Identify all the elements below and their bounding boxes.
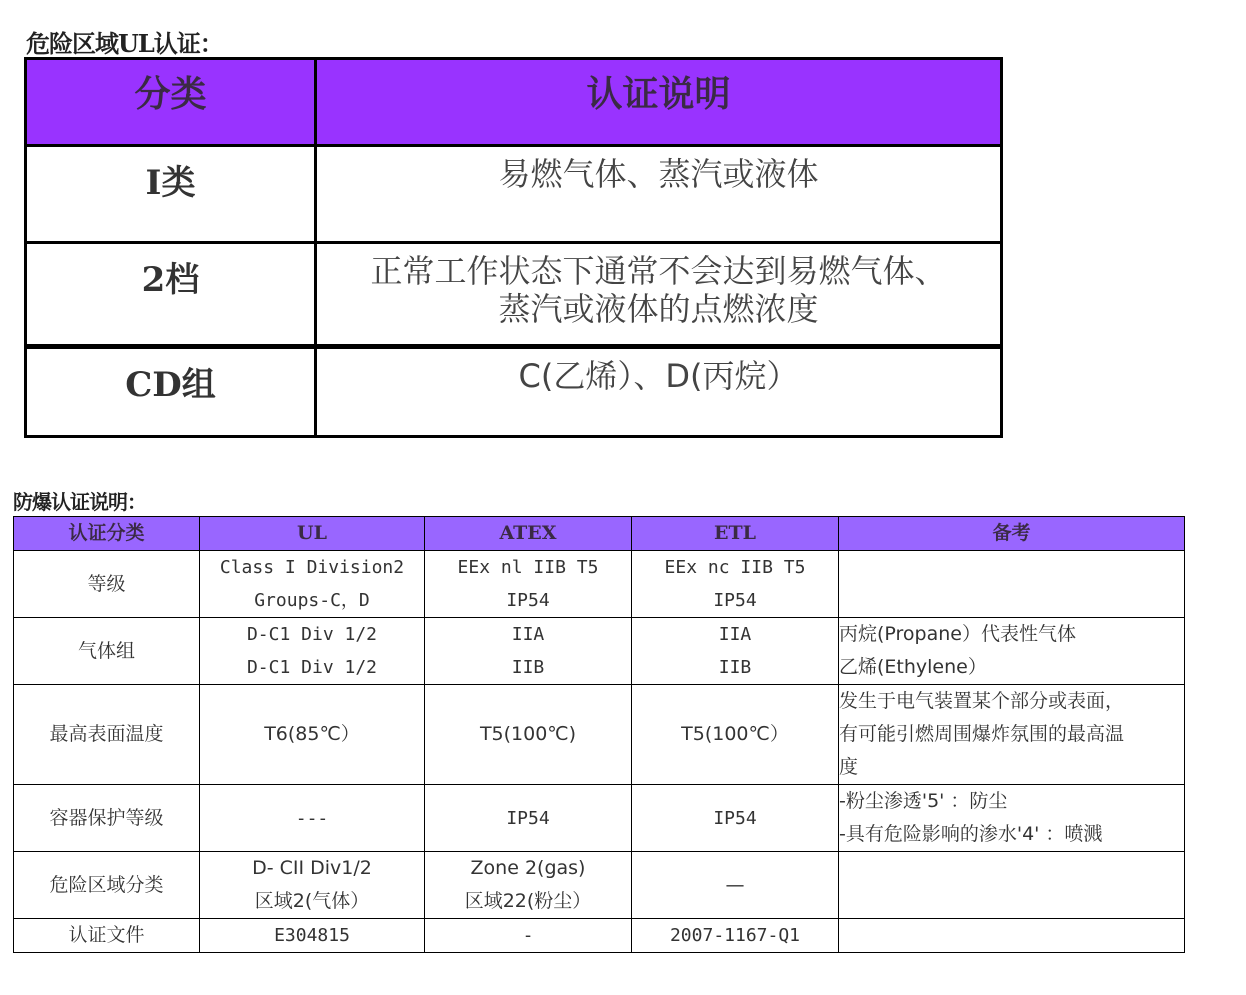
header-note: 备考 [839, 517, 1185, 551]
cell-line: 乙烯(Ethylene） [839, 656, 987, 678]
table-row [14, 919, 1185, 953]
cell-note [839, 785, 1185, 852]
cell-ul [200, 618, 425, 685]
cell-etl [632, 685, 839, 785]
cell-line: IIB [511, 657, 545, 678]
header-cert-category: 认证分类 [14, 517, 200, 551]
header-atex: ATEX [425, 517, 632, 551]
cell-line: -粉尘渗透'5' ：防尘 [839, 790, 1008, 812]
cell-line: IP54 [506, 807, 550, 829]
table-row [14, 618, 1185, 685]
desc-line: 正常工作状态下通常不会达到易燃气体、 [370, 252, 947, 290]
cell-line: Groups-C，D [254, 590, 370, 611]
cell-note [839, 919, 1185, 953]
cell-note [839, 852, 1185, 919]
table-row [14, 785, 1185, 852]
cell-line: IP54 [713, 807, 757, 829]
cell-line: — [725, 873, 745, 896]
table-row [26, 347, 1002, 437]
header-category: 分类 [26, 59, 316, 146]
cell-atex [425, 685, 632, 785]
row-label: 认证文件 [14, 919, 200, 953]
table-row [14, 551, 1185, 618]
cell-note [839, 618, 1185, 685]
header-etl: ETL [632, 517, 839, 551]
cell-line: IP54 [713, 590, 757, 611]
cell-line: --- [295, 807, 329, 829]
section2-title: 防爆认证说明： [13, 490, 146, 514]
desc-line: C(乙烯）、D(丙烷） [518, 357, 799, 395]
cell-line: 区域22(粉尘） [464, 890, 592, 912]
desc-line: 蒸汽或液体的点燃浓度 [498, 290, 819, 328]
cell-atex: - [425, 919, 632, 953]
cell-line: T5(100℃) [479, 723, 577, 745]
cell-line: 有可能引燃周围爆炸氛围的最高温 [839, 723, 1125, 745]
cell-ul [200, 785, 425, 852]
section1-title: 危险区域UL认证： [26, 29, 223, 58]
cell-etl: 2007-1167-Q1 [632, 919, 839, 953]
cell-etl [632, 852, 839, 919]
cell-note [839, 685, 1185, 785]
cell-line: 发生于电气装置某个部分或表面， [839, 690, 1125, 712]
cell-atex [425, 551, 632, 618]
row-label: 气体组 [14, 618, 200, 685]
table-header-row [26, 59, 1002, 146]
cell-atex [425, 785, 632, 852]
cell-line: 丙烷(Propane）代表性气体 [839, 623, 1076, 645]
cell-ul [200, 852, 425, 919]
row-key: CD组 [26, 347, 316, 437]
row-label: 等级 [14, 551, 200, 618]
table-row [14, 852, 1185, 919]
cell-etl [632, 618, 839, 685]
cell-line: D- CII Div1/2 [252, 857, 372, 879]
row-key: I类 [26, 146, 316, 243]
table-row [14, 685, 1185, 785]
cell-line: Zone 2(gas) [470, 857, 586, 879]
row-desc [316, 347, 1002, 437]
cell-note [839, 551, 1185, 618]
row-key: 2档 [26, 243, 316, 347]
cell-etl [632, 551, 839, 618]
row-label: 危险区域分类 [14, 852, 200, 919]
cell-line: T6(85℃） [264, 723, 360, 745]
cell-line: 区域2(气体） [254, 890, 370, 912]
cell-line: D-C1 Div 1/2 [246, 657, 378, 678]
cell-line: IP54 [506, 590, 550, 611]
table-row [26, 146, 1002, 243]
table-header-row [14, 517, 1185, 551]
cell-line: -具有危险影响的渗水'4' ：喷溅 [839, 823, 1103, 845]
cell-line: Class I Division2 [219, 557, 405, 578]
cell-line: IIA [718, 624, 752, 645]
cell-line: T5(100℃） [681, 723, 789, 745]
row-label: 最高表面温度 [14, 685, 200, 785]
header-ul: UL [200, 517, 425, 551]
row-label: 容器保护等级 [14, 785, 200, 852]
cell-line: D-C1 Div 1/2 [246, 624, 378, 645]
cell-line: EEx nl IIB T5 [457, 557, 599, 578]
cell-line: EEx nc IIB T5 [664, 557, 806, 578]
cell-line: 度 [839, 756, 859, 778]
header-description: 认证说明 [316, 59, 1002, 146]
cell-etl [632, 785, 839, 852]
cell-atex [425, 618, 632, 685]
cell-line: IIB [718, 657, 752, 678]
row-desc [316, 146, 1002, 243]
explosion-proof-table [13, 516, 1185, 953]
row-desc [316, 243, 1002, 347]
ul-certification-table [24, 57, 1003, 438]
cell-line: IIA [511, 624, 545, 645]
cell-ul [200, 685, 425, 785]
desc-line: 易燃气体、蒸汽或液体 [498, 155, 819, 193]
cell-ul: E304815 [200, 919, 425, 953]
cell-atex [425, 852, 632, 919]
cell-ul [200, 551, 425, 618]
table-row [26, 243, 1002, 347]
